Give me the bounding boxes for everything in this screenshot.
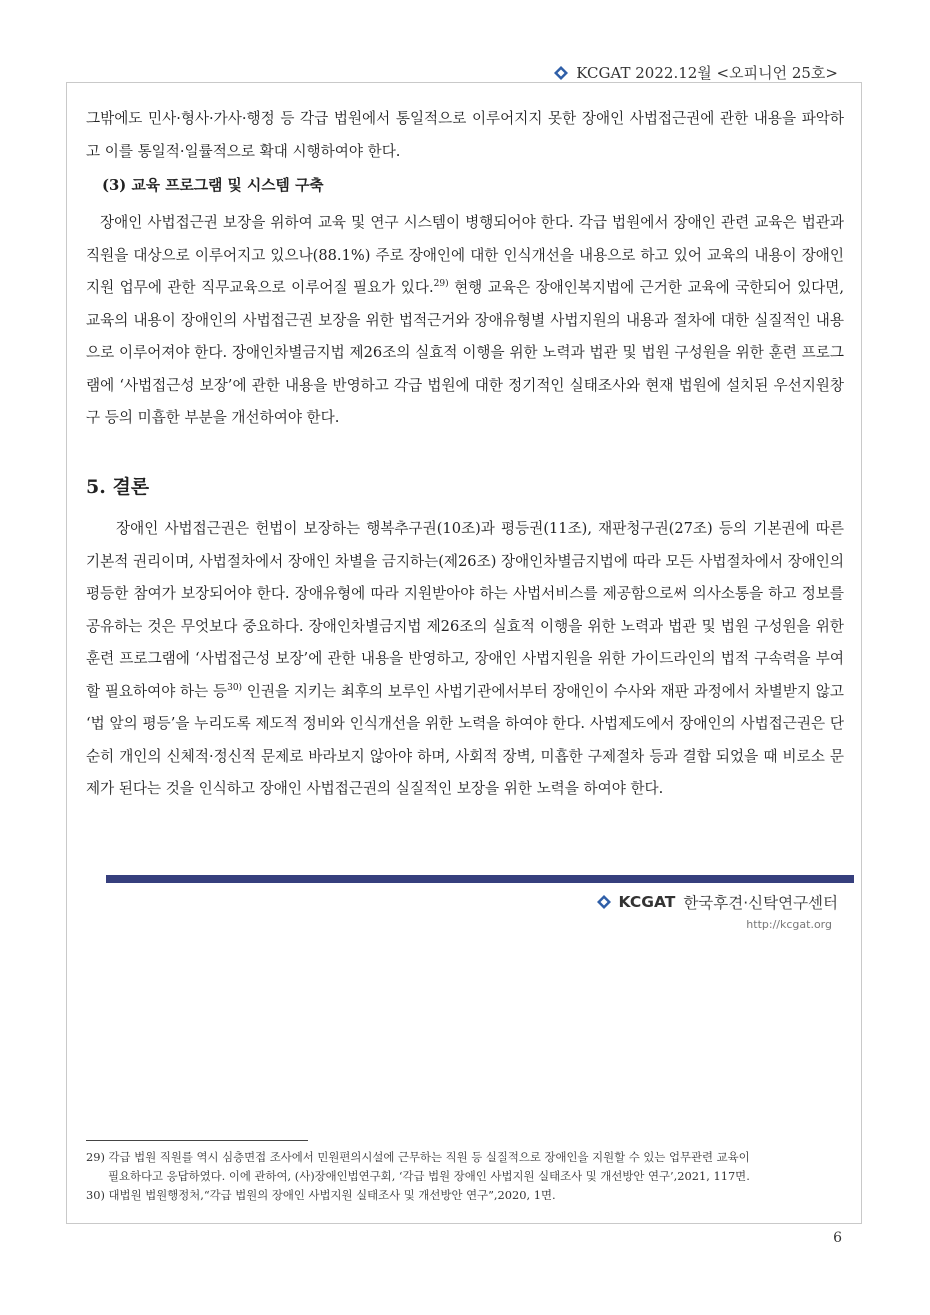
footnote-30: 30) 대법원 법원행정처,“각급 법원의 장애인 사법지원 실태조사 및 개선방안 연구”,2020, 1면. — [86, 1188, 556, 1202]
footnote-ref-30: 30) — [227, 682, 243, 693]
running-header — [554, 62, 838, 83]
paragraph-conclusion — [86, 513, 844, 806]
paragraph-conclusion-part2: 인권을 지키는 최후의 보루인 사법기관에서부터 장애인이 수사와 재판 과정에서 차별받지 않고 ‘법 앞의 평등’을 누리도록 제도적 정비와 인식개선을 위한 노력을 하여야 한다. 사법제도에서 장애인의 사법접근권은 단순히 개인의 신체적·정신적 문제로 바라보지 않아야 하며, 사회적 장벽, 미흡한 구제절차 등과 결합 되었을 때 비로소 문제가 된다는 것을 인식하고 장애인 사법접근권의 실질적인 보장을 위한 노력을 하여야 한다. — [86, 682, 844, 797]
subheading-education: (3) 교육 프로그램 및 시스템 구축 — [102, 177, 324, 194]
page-number: 6 — [833, 1230, 842, 1246]
paragraph-education — [86, 207, 844, 435]
header-brand: KCGAT 2022.12월 <오피니언 25호> — [576, 64, 838, 82]
footnote-29: 29) 각급 법원 직원를 역시 심층면접 조사에서 민원편의시설에 근무하는 직원 등 실질적으로 장애인을 지원할 수 있는 업무관련 교육이 — [86, 1150, 750, 1164]
paragraph-education-part1: 장애인 사법접근권 보장을 위하여 교육 및 연구 시스템이 병행되어야 한다. 각급 법원에서 장애인 관련 교육은 법관과 직원을 대상으로 이루어지고 있으나(88.1%) 주로 장애인에 대한 인식개선을 내용으로 하고 있어 교육의 내용이 장애인 지원 업무에 관한 직무교육으로 이루어질 필요가 있다. — [86, 214, 844, 296]
footnote-29-continued: 필요하다고 응답하였다. 이에 관하여, (사)장애인법연구회, ‘각급 법원 장애인 사법지원 실태조사 및 개선방안 연구’,2021, 117면. — [108, 1169, 750, 1183]
footer-divider — [106, 875, 854, 883]
footnote-ref-29: 29) — [433, 279, 449, 290]
paragraph-conclusion-part1: 장애인 사법접근권은 헌법이 보장하는 행복추구권(10조)과 평등권(11조), 재판청구권(27조) 등의 기본권에 따른 기본적 권리이며, 사법절차에서 장애인 차별을 금지하는(제26조) 장애인차별금지법에 따라 모든 사법절차에서 장애인의 평등한 참여가 보장되어야 한다. 장애유형에 따라 지원받아야 하는 사법서비스를 제공함으로써 의사소통을 하고 정보를 공유하는 것은 무엇보다 중요하다. 장애인차별금지법 제26조의 실효적 이행을 위한 노력과 법관 및 법원 구성원을 위한 훈련 프로그램에 ‘사법접근성 보장’에 관한 내용을 반영하고, 장애인 사법지원을 위한 가이드라인의 법적 구속력을 부여할 필요하여야 하는 등 — [86, 520, 844, 700]
diamond-logo-icon — [554, 66, 568, 80]
paragraph-education-part2: 현행 교육은 장애인복지법에 근거한 교육에 국한되어 있다면, 교육의 내용이 장애인의 사법접근권 보장을 위한 법적근거와 장애유형별 사법지원의 내용과 절차에 대한 실질적인 내용으로 이루어져야 한다. 장애인차별금지법 제26조의 실효적 이행을 위한 노력과 법관 및 법원 구성원을 위한 훈련 프로그램에 ‘사법접근성 보장’에 관한 내용을 반영하고 각급 법원에 대한 정기적인 실태조사와 현재 법원에 설치된 우선지원창구 등의 미흡한 부분을 개선하여야 한다. — [86, 279, 845, 426]
paragraph-intro: 그밖에도 민사·형사·가사·행정 등 각급 법원에서 통일적으로 이루어지지 못한 장애인 사법접근권에 관한 내용을 파악하고 이를 통일적·일률적으로 확대 시행하여야 한다. — [86, 110, 844, 160]
footer-brand-ko: 한국후견·신탁연구센터 — [683, 894, 838, 912]
footer-brand — [597, 891, 838, 913]
footnote-divider — [86, 1140, 308, 1141]
diamond-logo-icon — [597, 895, 611, 909]
footnotes — [86, 1148, 846, 1205]
footer-brand-en: KCGAT — [618, 893, 676, 911]
footer-url[interactable]: http://kcgat.org — [746, 918, 832, 931]
section-title-conclusion: 5. 결론 — [86, 476, 150, 498]
